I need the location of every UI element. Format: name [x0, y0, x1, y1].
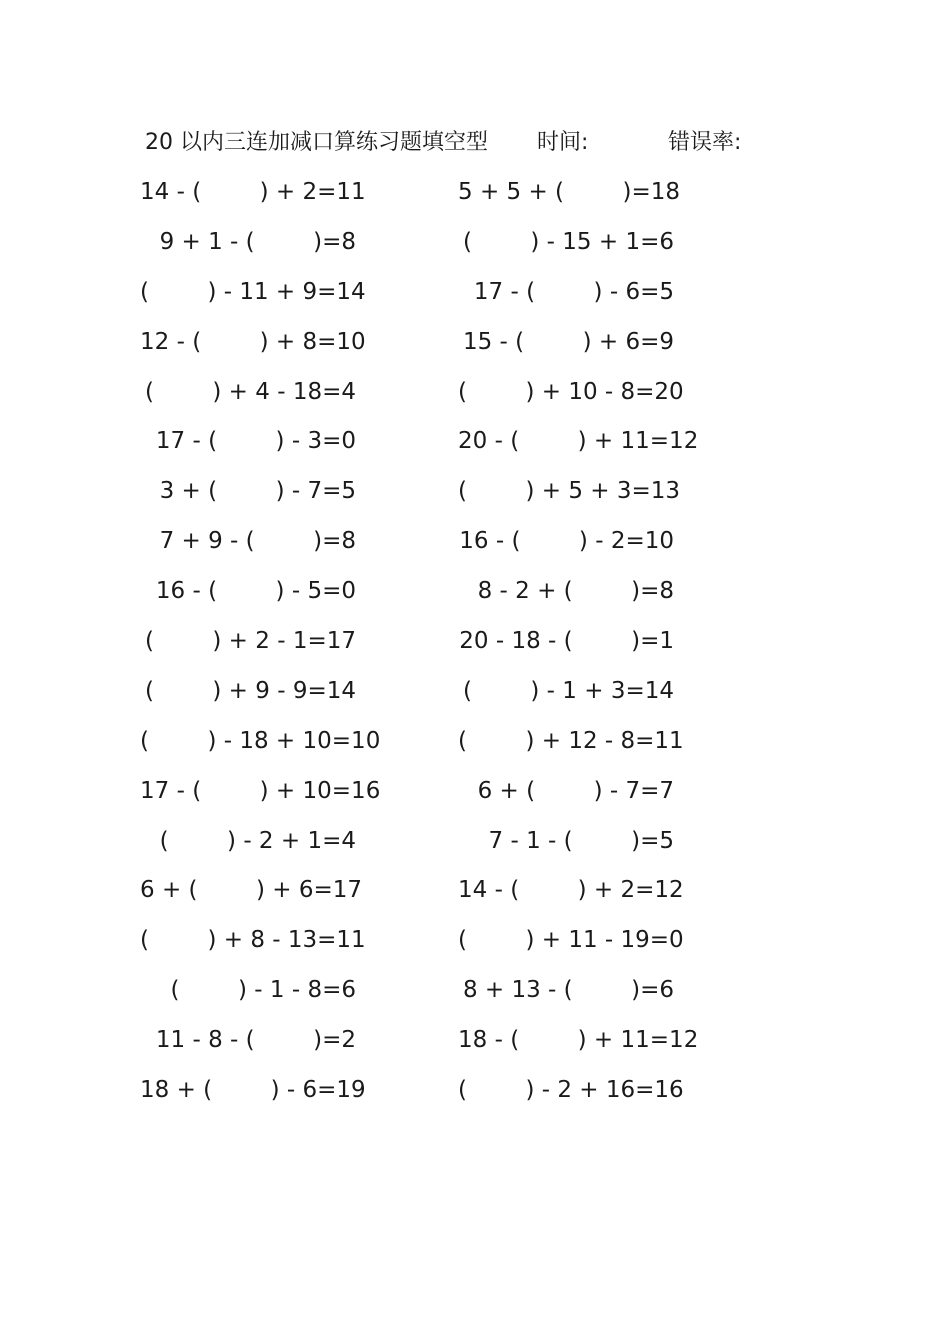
problem-grid	[140, 172, 700, 1120]
problem-right: 6 + ( ) - 7=7	[477, 777, 674, 804]
problem-left: 14 - ( ) + 2=11	[140, 179, 366, 205]
problem-left: 6 + ( ) + 6=17	[140, 877, 363, 904]
problem-left: 3 + ( ) - 7=5	[159, 478, 356, 505]
problem-row	[140, 721, 700, 771]
problem-left: ( ) + 9 - 9=14	[144, 677, 356, 704]
problem-right: 20 - ( ) + 11=12	[458, 428, 699, 455]
problem-left: ( ) - 18 + 10=10	[140, 727, 381, 754]
problem-row	[140, 771, 700, 821]
problem-right: 15 - ( ) + 6=9	[462, 328, 674, 355]
problem-right: 7 - 1 - ( )=5	[488, 827, 674, 854]
problem-right: ( ) + 5 + 3=13	[458, 478, 681, 505]
problem-row	[140, 621, 700, 671]
problem-left: 17 - ( ) - 3=0	[155, 428, 356, 455]
problem-left: ( ) + 2 - 1=17	[144, 628, 356, 655]
problem-right: ( ) + 11 - 19=0	[458, 927, 684, 954]
problem-left: ( ) - 1 - 8=6	[170, 977, 356, 1004]
problem-row	[140, 1020, 700, 1070]
problem-row	[140, 571, 700, 621]
problem-right: 8 - 2 + ( )=8	[477, 578, 674, 605]
error-rate-label: 错误率:	[668, 130, 742, 155]
problem-row	[140, 172, 700, 222]
problem-row	[140, 421, 700, 471]
problem-right: ( ) - 1 + 3=14	[462, 677, 674, 704]
problem-row	[140, 920, 700, 970]
problem-row	[140, 272, 700, 322]
problem-right: 14 - ( ) + 2=12	[458, 877, 684, 904]
time-label: 时间:	[537, 130, 589, 155]
worksheet-header	[145, 126, 765, 160]
problem-row	[140, 671, 700, 721]
problem-left: 17 - ( ) + 10=16	[140, 777, 381, 804]
problem-row	[140, 821, 700, 871]
worksheet-title: 20 以内三连加减口算练习题填空型	[145, 130, 488, 155]
problem-left: ( ) + 4 - 18=4	[144, 378, 356, 405]
problem-right: 20 - 18 - ( )=1	[459, 628, 674, 655]
problem-left: 11 - 8 - ( )=2	[155, 1027, 356, 1054]
problem-row	[140, 372, 700, 422]
problem-row	[140, 471, 700, 521]
problem-right: ( ) + 10 - 8=20	[458, 378, 684, 405]
problem-left: 16 - ( ) - 5=0	[155, 578, 356, 605]
problem-left: 18 + ( ) - 6=19	[140, 1077, 366, 1104]
problem-right: 5 + 5 + ( )=18	[458, 179, 681, 205]
problem-right: ( ) - 15 + 1=6	[462, 228, 674, 255]
problem-left: 9 + 1 - ( )=8	[159, 228, 356, 255]
problem-right: 8 + 13 - ( )=6	[462, 977, 674, 1004]
problem-right: 17 - ( ) - 6=5	[473, 278, 674, 305]
problem-left: ( ) - 11 + 9=14	[140, 278, 366, 305]
problem-row	[140, 322, 700, 372]
problem-row	[140, 521, 700, 571]
problem-row	[140, 1070, 700, 1120]
problem-right: 18 - ( ) + 11=12	[458, 1027, 699, 1054]
problem-left: ( ) - 2 + 1=4	[159, 827, 356, 854]
problem-right: 16 - ( ) - 2=10	[459, 528, 674, 555]
problem-left: 12 - ( ) + 8=10	[140, 328, 366, 355]
problem-row	[140, 222, 700, 272]
problem-right: ( ) - 2 + 16=16	[458, 1077, 684, 1104]
problem-left: ( ) + 8 - 13=11	[140, 927, 366, 954]
problem-right: ( ) + 12 - 8=11	[458, 727, 684, 754]
problem-row	[140, 970, 700, 1020]
problem-row	[140, 870, 700, 920]
problem-left: 7 + 9 - ( )=8	[159, 528, 356, 555]
